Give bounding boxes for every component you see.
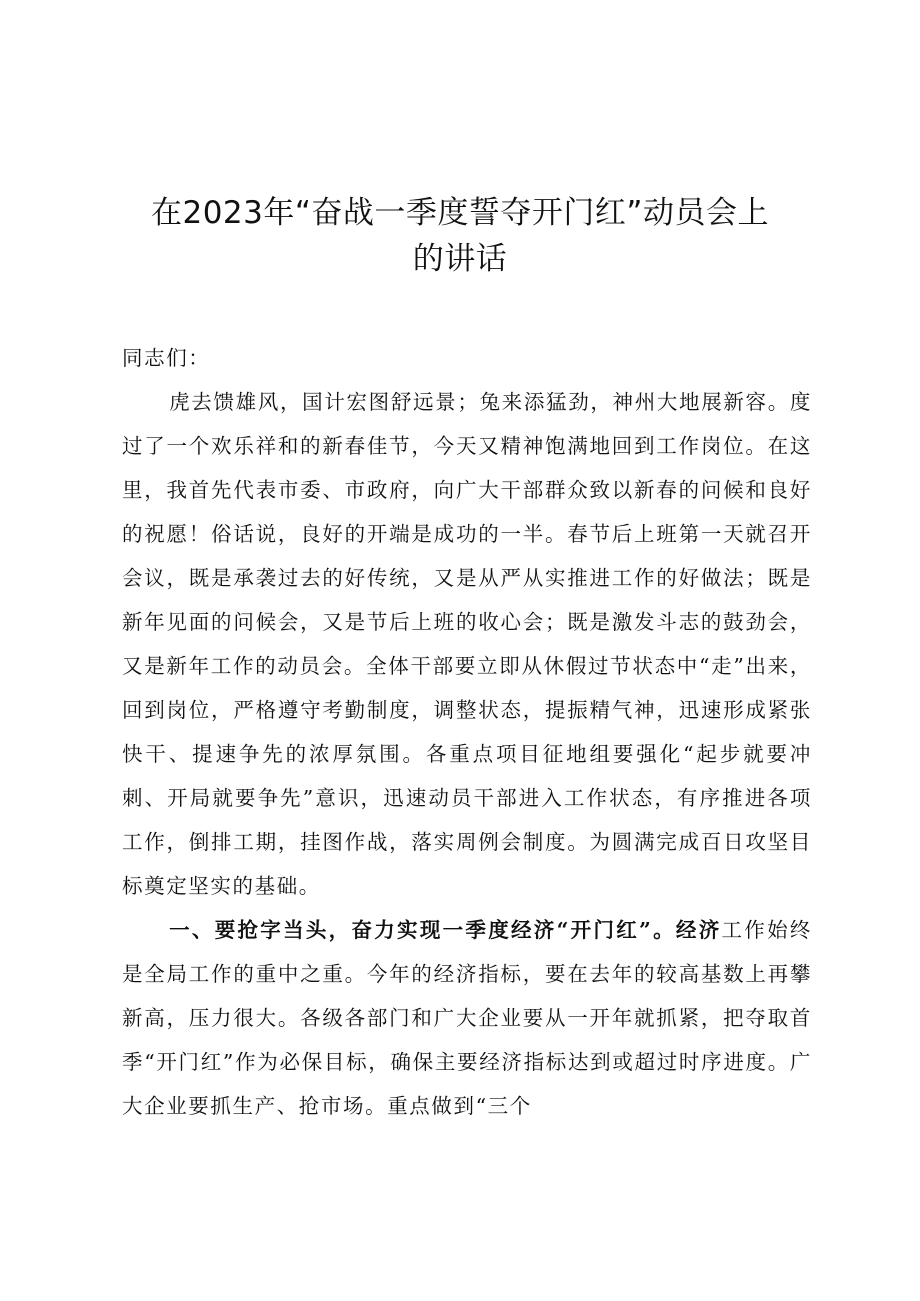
document-body	[122, 336, 812, 1128]
paragraph-section-one	[122, 908, 812, 1128]
section-one-body: 工作始终是全局工作的重中之重。今年的经济指标，要在去年的较高基数上再攀新高，压力很大。各级各部门和广大企业要从一开年就抓紧，把夺取首季“开门红”作为必保目标，确保主要经济指标达到或超过时序进度。广大企业要抓生产、抢市场。重点做到“三个	[122, 918, 812, 1118]
paragraph-opening: 虎去馈雄风，国计宏图舒远景；兔来添猛劲，神州大地展新容。度过了一个欢乐祥和的新春佳节，今天又精神饱满地回到工作岗位。在这里，我首先代表市委、市政府，向广大干部群众致以新春的问候和良好的祝愿！俗话说，良好的开端是成功的一半。春节后上班第一天就召开会议，既是承袭过去的好传统，又是从严从实推进工作的好做法；既是新年见面的问候会，又是节后上班的收心会；既是激发斗志的鼓劲会，又是新年工作的动员会。全体干部要立即从休假过节状态中“走”出来，回到岗位，严格遵守考勤制度，调整状态，提振精气神，迅速形成紧张快干、提速争先的浓厚氛围。各重点项目征地组要强化“起步就要冲刺、开局就要争先”意识，迅速动员干部进入工作状态，有序推进各项工作，倒排工期，挂图作战，落实周例会制度。为圆满完成百日攻坚目标奠定坚实的基础。	[122, 390, 812, 898]
title-line-1: 在2023年“奋战一季度誓夺开门红”动员会上	[150, 195, 769, 231]
title-line-2: 的讲话	[412, 241, 508, 277]
salutation: 同志们：	[122, 346, 211, 370]
document-title	[110, 190, 810, 282]
section-one-heading: 一、要抢字当头，奋力实现一季度经济“开门红”。经济	[169, 918, 722, 942]
